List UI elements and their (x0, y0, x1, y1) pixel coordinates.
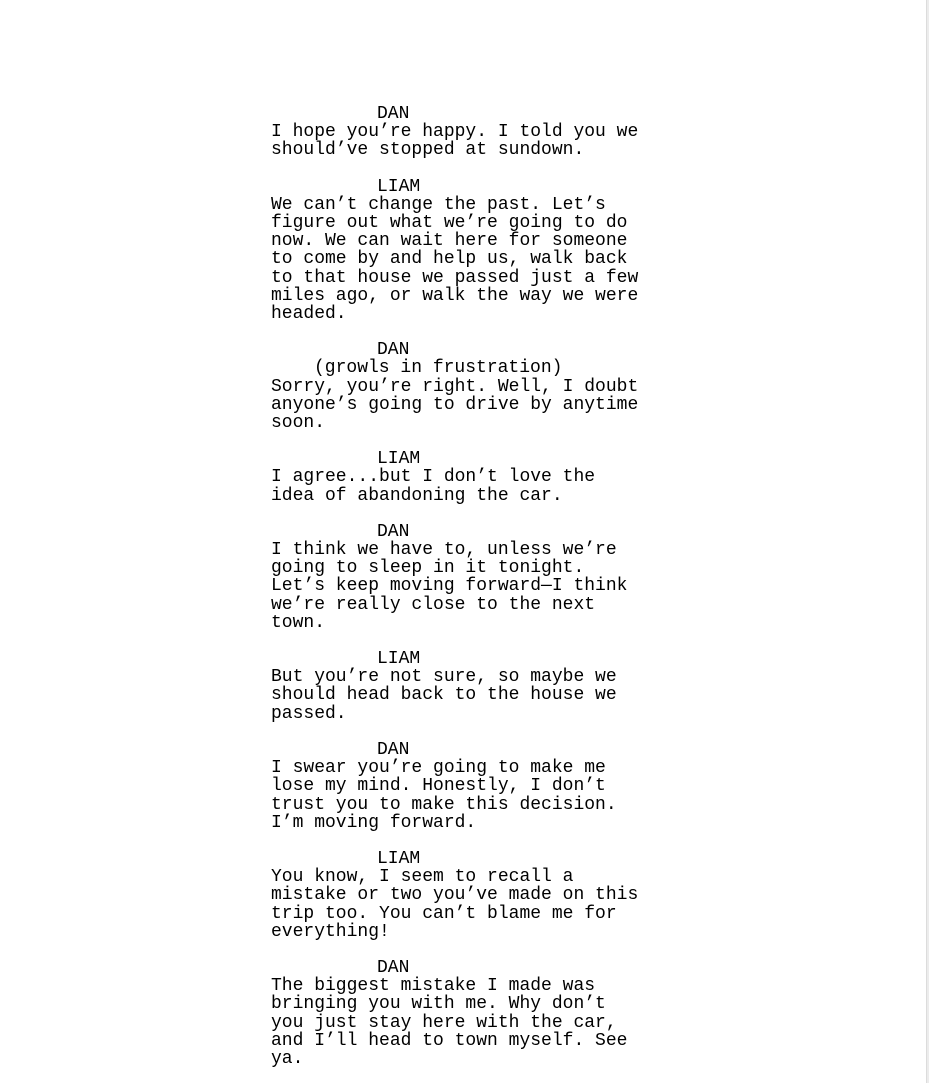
dialogue-block (271, 178, 691, 324)
dialogue-text: We can’t change the past. Let’s figure out what we’re going to do now. We can wait here for someone to come by and help us, walk back to that house we passed just a few miles ago, or walk the way we were headed. (271, 194, 639, 325)
character-name: LIAM (377, 449, 421, 470)
character-name: DAN (377, 957, 410, 978)
character-name: DAN (377, 521, 410, 542)
dialogue-text: You know, I seem to recall a mistake or two you’ve made on this trip too. You can’t blame me for everything! (271, 867, 639, 942)
character-name: DAN (377, 340, 410, 361)
character-name: LIAM (377, 176, 421, 197)
dialogue-text: I hope you’re happy. I told you we should’ve stopped at sundown. (271, 122, 639, 161)
dialogue-text: I think we have to, unless we’re going to sleep in it tonight. Let’s keep moving forward—I think we’re really close to the next town. (271, 540, 628, 633)
dialogue-block (271, 959, 691, 1068)
dialogue-text: The biggest mistake I made was bringing you with me. Why don’t you just stay here with the car, and I’ll head to town myself. See ya. (271, 976, 628, 1069)
dialogue-block (271, 650, 691, 723)
character-name: DAN (377, 104, 410, 124)
character-name: LIAM (377, 649, 421, 670)
dialogue-text: I swear you’re going to make me lose my mind. Honestly, I don’t trust you to make this decision. I’m moving forward. (271, 758, 617, 833)
dialogue-block (271, 341, 691, 432)
character-name: DAN (377, 739, 410, 760)
dialogue-text: I agree...but I don’t love the idea of abandoning the car. (271, 467, 596, 506)
dialogue-text: Sorry, you’re right. Well, I doubt anyone’s going to drive by anytime soon. (271, 376, 639, 434)
dialogue-block (271, 523, 691, 632)
parenthetical: (growls in frustration) (314, 358, 563, 379)
character-name: LIAM (377, 848, 421, 869)
dialogue-block (271, 850, 691, 941)
dialogue-block (271, 450, 691, 505)
dialogue-section (271, 105, 691, 1083)
dialogue-text: But you’re not sure, so maybe we should head back to the house we passed. (271, 667, 617, 724)
dialogue-block (271, 105, 691, 160)
dialogue-block (271, 741, 691, 832)
